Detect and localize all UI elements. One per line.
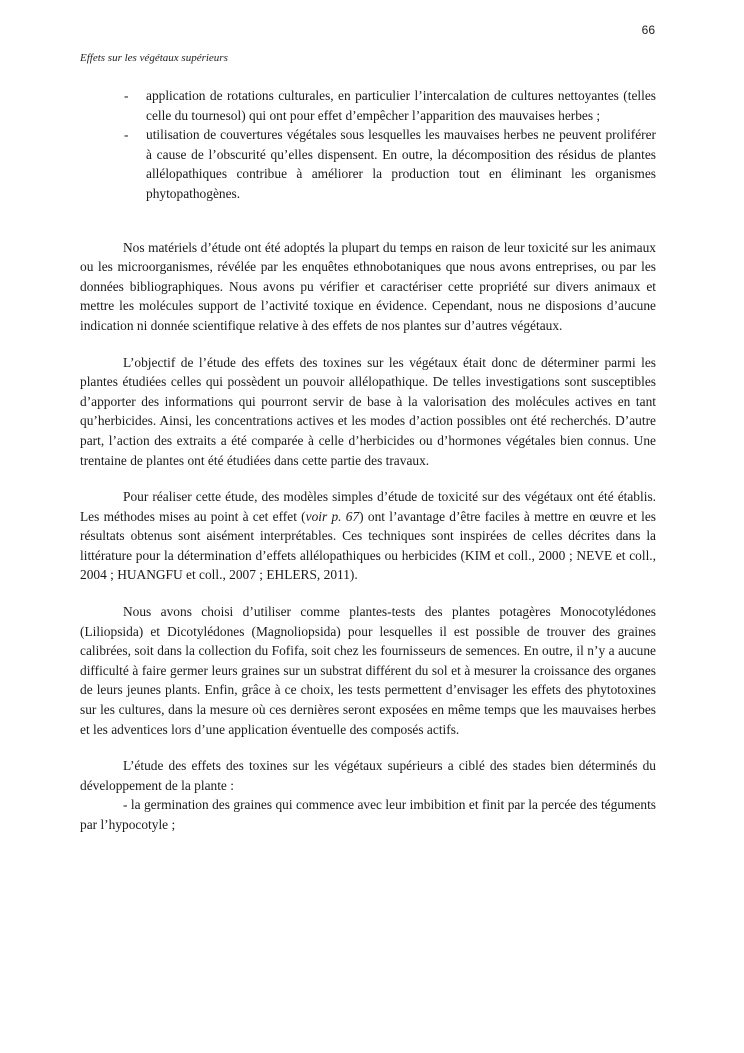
running-header: Effets sur les végétaux supérieurs — [80, 52, 228, 64]
spacer — [80, 470, 656, 487]
bullet-text: utilisation de couvertures végétales sous lesquelles les mauvaises herbes ne peuvent proliférer à cause de l’obscurité qu’elles dispensent. En outre, la décomposition des résidus de plantes allélopathiques contribue à améliorer la production tout en éliminant les organismes phytopathogènes. — [146, 127, 656, 201]
page-body — [80, 86, 656, 835]
paragraph-3-text-b: ) ont l’avantage d’être faciles à mettre en œuvre et les résultats obtenus sont aisément interprétables. Ces techniques sont inspirées de celles décrites dans la littérature pour la détermination d’effets allélopathiques ou herbicides (KIM et coll., 2000 ; NEVE et coll., 2004 ; HUANGFU et coll., 2007 ; EHLERS, 2011). — [80, 508, 656, 583]
bullet-dash: - — [124, 88, 129, 103]
spacer — [80, 585, 656, 602]
page-reference: voir p. 67 — [305, 508, 360, 524]
bullet-text: application de rotations culturales, en particulier l’intercalation de cultures nettoyantes (telles celle du tournesol) qui ont pour effet d’empêcher l’apparition des mauvaises herbes ; — [146, 88, 656, 123]
paragraph-5: L’étude des effets des toxines sur les végétaux supérieurs a ciblé des stades bien déterminés du développement de la plante : — [80, 758, 656, 793]
spacer — [80, 204, 656, 238]
bullet-list — [80, 86, 656, 204]
paragraph-1: Nos matériels d’étude ont été adoptés la plupart du temps en raison de leur toxicité sur les animaux ou les microorganismes, révélée par les enquêtes ethnobotaniques que nous avons entreprises, ou par les données bibliographiques. Nous avons pu vérifier et caractériser cette propriété sur divers animaux et mettre les molécules support de l’activité toxique en évidence. Cependant, nous ne disposions d’aucune indication ni donnée scientifique relative à des effets de nos plantes sur d’autres végétaux. — [80, 239, 656, 333]
paragraph-4: Nous avons choisi d’utiliser comme plantes-tests des plantes potagères Monocotylédones (Liliopsida) et Dicotylédones (Magnoliopsida) pour lesquelles il est possible de trouver des graines calibrées, soit dans la collection du Fofifa, soit chez les fournisseurs de semences. En outre, il n’y a aucune difficulté à faire germer leurs graines sur un substrat différent du sol et à mesurer la croissance des organes de leurs jeunes plants. Enfin, grâce à ce choix, les tests permettent d’envisager les effets des phytotoxines sur les cultures, dans la mesure où ces dernières seront exposées en même temps que les mauvaises herbes et les adventices lors d’une application éventuelle des composés actifs. — [80, 604, 656, 737]
paragraph-2: L’objectif de l’étude des effets des toxines sur les végétaux était donc de déterminer parmi les plantes étudiées celles qui possèdent un pouvoir allélopathique. De telles investigations sont susceptibles d’apporter des informations qui pourront servir de base à la valorisation des molécules actives en tant qu’herbicides. Ainsi, les concentrations actives et les modes d’action possibles ont été recherchés. D’autre part, l’action des extraits a été comparée à celle d’herbicides ou d’hormones végétales bien connus. Une trentaine de plantes ont été étudiées dans cette partie des travaux. — [80, 354, 656, 468]
bullet-item — [124, 86, 656, 125]
paragraph-3-text-a: Pour réaliser cette étude, des modèles simples d’étude de toxicité sur des végétaux ont été établis. Les méthodes mises au point à cet effet ( — [80, 489, 656, 524]
page-number: 66 — [641, 23, 655, 37]
spacer — [80, 336, 656, 353]
bullet-dash: - — [124, 127, 129, 143]
spacer — [80, 739, 656, 756]
list-item-germination: - la germination des graines qui commence avec leur imbibition et finit par la percée des téguments par l’hypocotyle ; — [80, 797, 656, 832]
bullet-item — [124, 125, 656, 203]
paragraph-3 — [80, 487, 656, 585]
